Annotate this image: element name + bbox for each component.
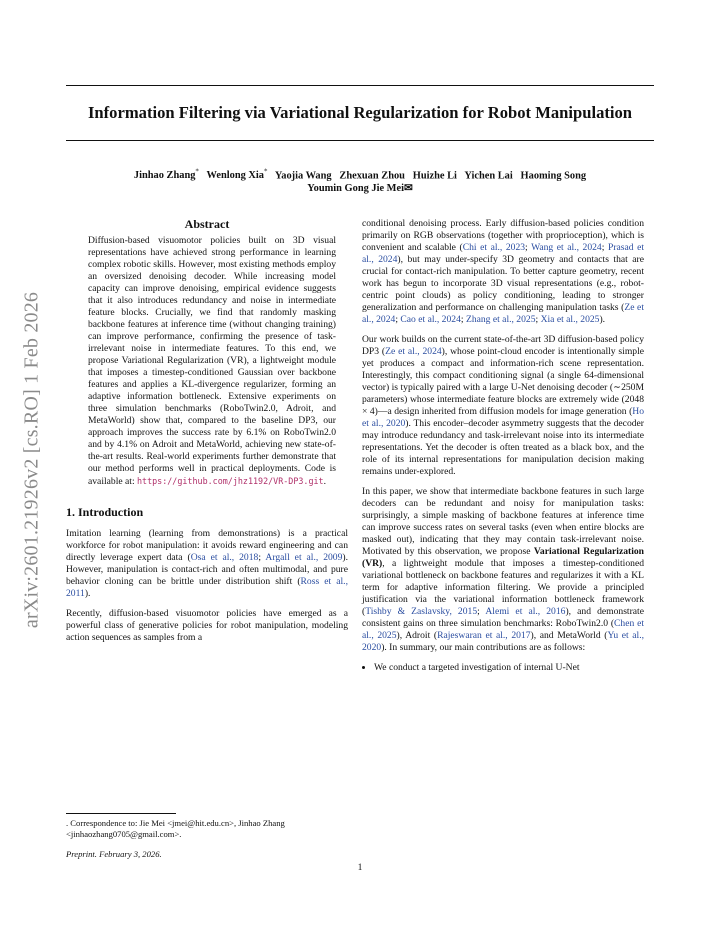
body-paragraph: In this paper, we show that intermediate backbone features in such large decoders can be redundant and noisy for manipulation tasks: surprisingly, a simple masking of backbone features at inference time can improve success rates on several tasks (even when entire blocks are masked out), indicating that they may contain task-irrelevant noise. Motivated by this observation, we propose Variational Regularization (VR), a lightweight module that imposes a timestep-conditioned variational bottleneck on backbone features and regularizes it with a KL term for adaptive information filtering. We provide a principled justification via the variational information bottleneck framework (Tishby & Zaslavsky, 2015; Alemi et al., 2016), and demonstrate consistent gains on three simulation benchmarks: RoboTwin2.0 (Chen et al., 2025), Adroit (Rajeswaran et al., 2017), and MetaWorld (Yu et al., 2020). In summary, our main contributions are as follows:: [362, 486, 645, 653]
abstract-heading: Abstract: [184, 217, 230, 231]
citation-link[interactable]: Ho et al., 2020: [362, 406, 644, 429]
citation-link[interactable]: Osa et al., 2018: [190, 552, 259, 563]
citation-link[interactable]: Tishby & Zaslavsky, 2015: [365, 606, 478, 617]
body-paragraph: conditional denoising process. Early diffusion-based policies condition primarily on RGB observations (together with proprioception), which is convenient and scalable (Chi et al., 2023; Wang et al., 2024; Prasad et al., 2024), but may under-specify 3D geometry and contacts that are crucial for contact-rich manipulation. To better capture geometry, recent work has begun to incorporate 3D visual representations (e.g., robot-centric point clouds) as policy conditioning, leading to stronger generalization and performance on challenging manipulation tasks (Ze et al., 2024; Cao et al., 2024; Zhang et al., 2025; Xia et al., 2025).: [362, 218, 645, 325]
author: Zhexuan Zhou: [339, 170, 405, 182]
footnote-rule: [66, 813, 176, 814]
citation-link[interactable]: Wang et al., 2024: [531, 242, 602, 253]
author: Haoming Song: [520, 170, 587, 182]
right-column: [362, 218, 644, 674]
intro-paragraph: Recently, diffusion-based visuomotor policies have emerged as a powerful class of generative policies for robot manipulation, modeling action sequences as samples from a: [66, 608, 348, 643]
citation-link[interactable]: Ross et al., 2011: [66, 576, 348, 599]
citation-link[interactable]: Ze et al., 2024: [362, 302, 644, 325]
citation-link[interactable]: Chen et al., 2025: [362, 618, 644, 641]
citation-link[interactable]: Chi et al., 2023: [462, 242, 526, 253]
citation-link[interactable]: Rajeswaran et al., 2017: [437, 630, 531, 641]
correspondence-footnote: . Correspondence to: Jie Mei <jmei@hit.edu.cn>, Jinhao Zhang <jinhaozhang0705@gmail.com>.: [66, 818, 285, 839]
arxiv-identifier: arXiv:2601.21926v2 [cs.RO] 1 Feb 2026: [20, 291, 43, 629]
citation-link[interactable]: Argall et al., 2009: [265, 552, 343, 563]
section-heading-introduction: 1. Introduction: [66, 505, 144, 519]
author: Jinhao Zhang*: [133, 168, 199, 182]
author-line-2: Youmin Gong Jie Mei✉: [307, 183, 413, 195]
body-paragraph: Our work builds on the current state-of-the-art 3D diffusion-based policy DP3 (Ze et al., 2024), whose point-cloud encoder is intentionally simple yet produces a compact and information-rich scene representation. Interestingly, this compact conditioning signal (a single 64-dimensional vector) is typically paired with a large U-Net denoising decoder (∼250M parameters) whose intermediate feature blocks are extremely wide (2048 × 4)—a design inherited from diffusion models for image generation (Ho et al., 2020). This encoder–decoder asymmetry suggests that the decoder may introduce redundancy and task-irrelevant noise into its intermediate representations. Yet the decoder is often treated as a black box, and the role of its internal representations for manipulation decision making remains under-explored.: [362, 334, 645, 477]
code-link[interactable]: https://github.com/jhz1192/VR-DP3.git: [137, 476, 324, 486]
author: Huizhe Li: [412, 170, 457, 182]
top-rule: [66, 85, 654, 86]
citation-link[interactable]: Xia et al., 2025: [540, 314, 600, 325]
contribution-list: [362, 662, 644, 674]
author: Yichen Lai: [464, 170, 513, 182]
author-list: [66, 166, 654, 195]
preprint-note: Preprint. February 3, 2026.: [66, 849, 162, 859]
arxiv-sidebar: [12, 250, 52, 670]
left-column: [66, 218, 348, 652]
citation-link[interactable]: Prasad et al., 2024: [362, 242, 644, 265]
paper-title: Information Filtering via Variational Regularization for Robot Manipulation: [87, 103, 633, 122]
page-number: 1: [357, 862, 363, 873]
citation-link[interactable]: Alemi et al., 2016: [485, 606, 566, 617]
citation-link[interactable]: Ze et al., 2024: [385, 346, 442, 357]
abstract-body: Diffusion-based visuomotor policies built on 3D visual representations have achieved strong performance in learning complex robotic skills. However, most existing methods employ an oversized denoising decoder. While increasing model capacity can improve denoising, empirical evidence suggests that it also introduces redundancy and noise in intermediate feature blocks. Crucially, we find that randomly masking backbone features at inference time (without changing training) can improve performance, confirming the presence of task-irrelevant noise in intermediate features. To this end, we propose Variational Regularization (VR), a lightweight module that imposes a timestep-conditioned Gaussian over backbone features and applies a KL-divergence regularizer, forming an adaptive information bottleneck. Extensive experiments on three simulation benchmarks (RoboTwin2.0, Adroit, and MetaWorld) show that, compared to the baseline DP3, our approach improves the success rate by 6.1% on RoboTwin2.0 and by 4.1% on Adroit and MetaWorld, achieving new state-of-the-art results. Real-world experiments further demonstrate that our method performs well in practical deployments. Code is available at: https://github.com/jhz1192/VR-DP3.git.: [88, 235, 336, 487]
citation-link[interactable]: Zhang et al., 2025: [465, 314, 536, 325]
intro-paragraph: Imitation learning (learning from demonstrations) is a practical workforce for robot manipulation: it avoids reward engineering and can directly leverage expert data (Osa et al., 2018; Argall et al., 2009). However, manipulation is contact-rich and often multimodal, and pure behavior cloning can be brittle under distribution shift (Ross et al., 2011).: [66, 528, 348, 599]
title-bottom-rule: [66, 140, 654, 141]
list-item: • We conduct a targeted investigation of internal U-Net: [374, 662, 644, 674]
author: Yaojia Wang: [274, 170, 332, 182]
author-line-1: [66, 166, 654, 182]
citation-link[interactable]: Cao et al., 2024: [400, 314, 461, 325]
author: Wenlong Xia*: [206, 168, 268, 182]
citation-link[interactable]: Yu et al., 2020: [362, 630, 645, 653]
